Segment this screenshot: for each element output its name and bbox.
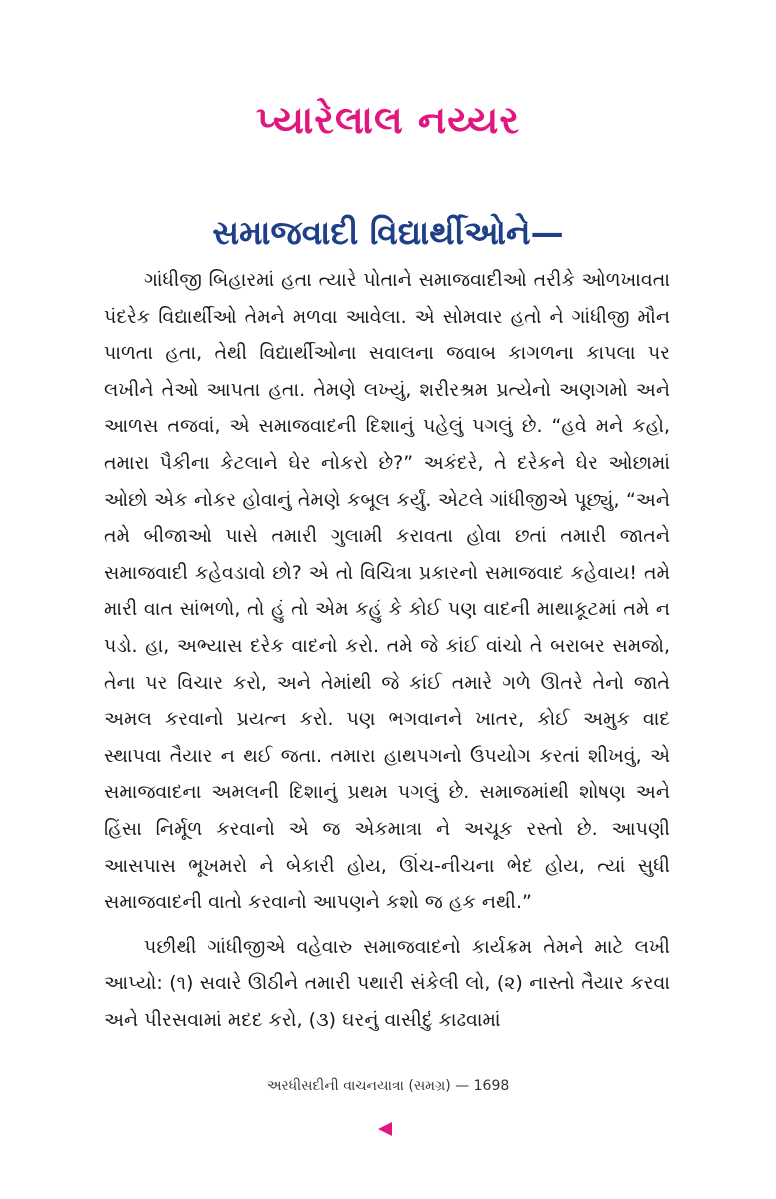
page-footer: અરધીસદીની વાચનયાત્રા (સમગ્ર) — 1698 [266,1078,510,1094]
paragraph-2: પછીથી ગાંધીજીએ વહેવારુ સમાજવાદનો કાર્યક્રમ તેમને માટે લખી આપ્યો: (૧) સવારે ઊઠીને તમારી પથારી સંકેલી લો, (૨) નાસ્તો તૈયાર કરવા અને પીરસવામાં મદદ કરો, (૩) ઘરનું વાસીદું કાઢવામાં [104,935,670,1031]
author-name: પ્યારેલાલ નય્યર [256,98,520,142]
chapter-title: સમાજવાદી વિદ્યાર્થીઓને— [212,213,564,252]
previous-page-triangle-left-icon[interactable] [378,1122,392,1136]
paragraph-1: ગાંધીજી બિહારમાં હતા ત્યારે પોતાને સમાજવાદીઓ તરીકે ઓળખાવતા પંદરેક વિદ્યાર્થીઓ તેમને મળવા આવેલા. એ સોમવાર હતો ને ગાંધીજી મૌન પાળતા હતા, તેથી વિદ્યાર્થીઓના સવાલના જવાબ કાગળના કાપલા પર લખીને તેઓ આપતા હતા. તેમણે લખ્યું, શરીરશ્રમ પ્રત્યેનો અણગમો અને આળસ તજવાં, એ સમાજવાદની દિશાનું પહેલું પગલું છે. “હવે મને કહો, તમારા પૈકીના કેટલાને ઘેર નોકરો છે?” અકંદરે, તે દરેકને ઘેર ઓછામાં ઓછો એક નોકર હોવાનું તેમણે કબૂલ કર્યું. એટલે ગાંધીજીએ પૂછ્યું, “અને તમે બીજાઓ પાસે તમારી ગુલામી કરાવતા હોવા છતાં તમારી જાતને સમાજવાદી કહેવડાવો છો? એ તો વિચિત્રા પ્રકારનો સમાજવાદ કહેવાય! તમે મારી વાત સાંભળો, તો હું તો એમ કહું કે કોઈ પણ વાદની માથાકૂટમાં તમે ન પડો. હા, અભ્યાસ દરેક વાદનો કરો. તમે જે કાંઈ વાંચો તે બરાબર સમજો, તેના પર વિચાર કરો, અને તેમાંથી જે કાંઈ તમારે ગળે ઊતરે તેનો જાતે અમલ કરવાનો પ્રયત્ન કરો. પણ ભગવાનને ખાતર, કોઈ અમુક વાદ સ્થાપવા તૈયાર ન થઈ જતા. તમારા હાથપગનો ઉપયોગ કરતાં શીખવું, એ સમાજવાદના અમલની દિશાનું પ્રથમ પગલું છે. સમાજમાંથી શોષણ અને હિંસા નિર્મૂળ કરવાનો એ જ એકમાત્રા ને અચૂક રસ્તો છે. આપણી આસપાસ ભૂખમરો ને બેકારી હોય, ઊંચ-નીચના ભેદ હોય, ત્યાં સુધી સમાજવાદની વાતો કરવાનો આપણને કશો જ હક નથી.” [104,269,670,914]
body-text [104,262,670,1038]
